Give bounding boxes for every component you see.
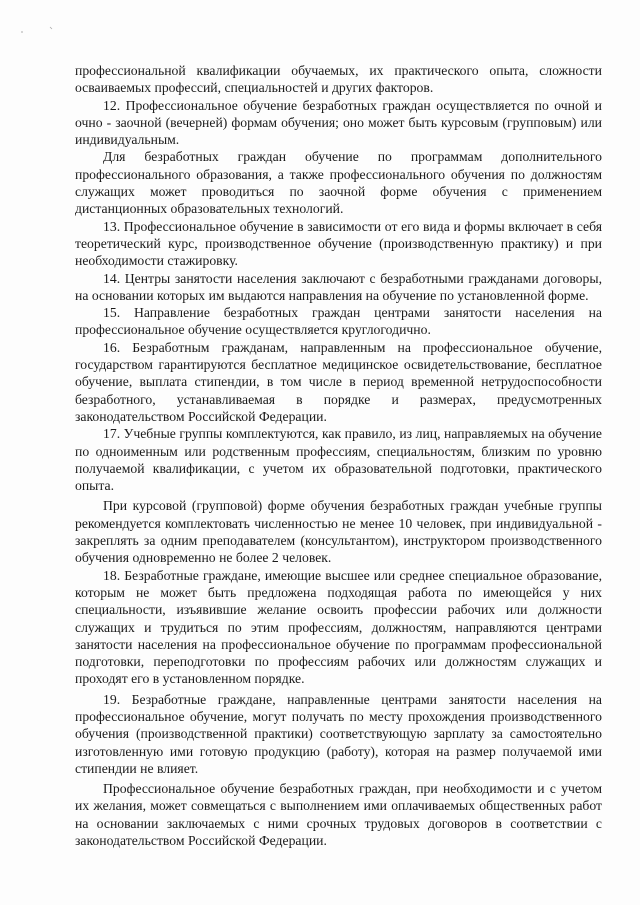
paragraph-continuation: профессиональной квалификации обучаемых, их практического опыта, сложности осваиваемых профессий, специальностей и других факторов. [75,63,602,96]
paragraph-16: 16. Безработным гражданам, направленным на профессиональное обучение, государством гарантируются бесплатное медицинское освидетельствование, бесплатное обучение, выплата стипендии, в том числе в период временной нетрудоспособности безработного, устанавливаемая в порядке и размерах, предусмотренных законодательством Российской Федерации. [75,339,602,424]
paragraph-public-works: Профессиональное обучение безработных граждан, при необходимости и с учетом их желания, может совмещаться с выполнением ими оплачиваемых общественных работ на основании заключаемых с ними срочных трудовых договоров в соответствии с законодательством Российской Федерации. [75,781,602,849]
document-body [75,62,602,849]
paragraph-15: 15. Направление безработных граждан центрами занятости населения на профессиональное обучение осуществляется круглогодично. [75,305,602,338]
paragraph-12-distance: Для безработных граждан обучение по программам дополнительного профессионального образования, а также профессионального обучения по должностям служащих может проводиться по заочной форме обучения с применением дистанционных образовательных технологий. [75,149,602,217]
paragraph-18: 18. Безработные граждане, имеющие высшее или среднее специальное образование, которым не может быть предложена подходящая работа по имеющейся у них специальности, изъявившие желание освоить профессии рабочих или должности служащих и трудиться по этим профессиям, должностям, направляются центрами занятости населения на профессиональное обучение по программам профессиональной подготовки, переподготовки по профессиям рабочих или должностям служащих и проходят его в установленном порядке. [75,567,602,687]
paragraph-14: 14. Центры занятости населения заключают с безработными гражданами договоры, на основании которых им выдаются направления на обучение по установленной форме. [75,270,602,303]
paragraph-12: 12. Профессиональное обучение безработных граждан осуществляется по очной и очно - заочной (вечерней) формам обучения; оно может быть курсовым (групповым) или индивидуальным. [75,97,602,148]
paragraph-19: 19. Безработные граждане, направленные центрами занятости населения на профессиональное обучение, могут получать по месту прохождения производственного обучения (производственной практики) соответствующую зарплату за самостоятельно изготовленную ими готовую продукцию (работу), которая на размер получаемой ими стипендии не влияет. [75,691,602,776]
paragraph-13: 13. Профессиональное обучение в зависимости от его вида и формы включает в себя теоретический курс, производственное обучение (производственную практику) и при необходимости стажировку. [75,218,602,269]
paragraph-17-groups: При курсовой (групповой) форме обучения безработных граждан учебные группы рекомендуется комплектовать численностью не менее 10 человек, при индивидуальной - закреплять за одним преподавателем (консультантом), инструктором производственного обучения одновременно не более 2 человек. [75,498,602,566]
paragraph-17: 17. Учебные группы комплектуются, как правило, из лиц, направляемых на обучение по одноименным или родственным профессиям, специальностям, близким по уровню получаемой квалификации, с учетом их образовательной подготовки, практического опыта. [75,426,602,494]
scan-marks [20,24,60,34]
